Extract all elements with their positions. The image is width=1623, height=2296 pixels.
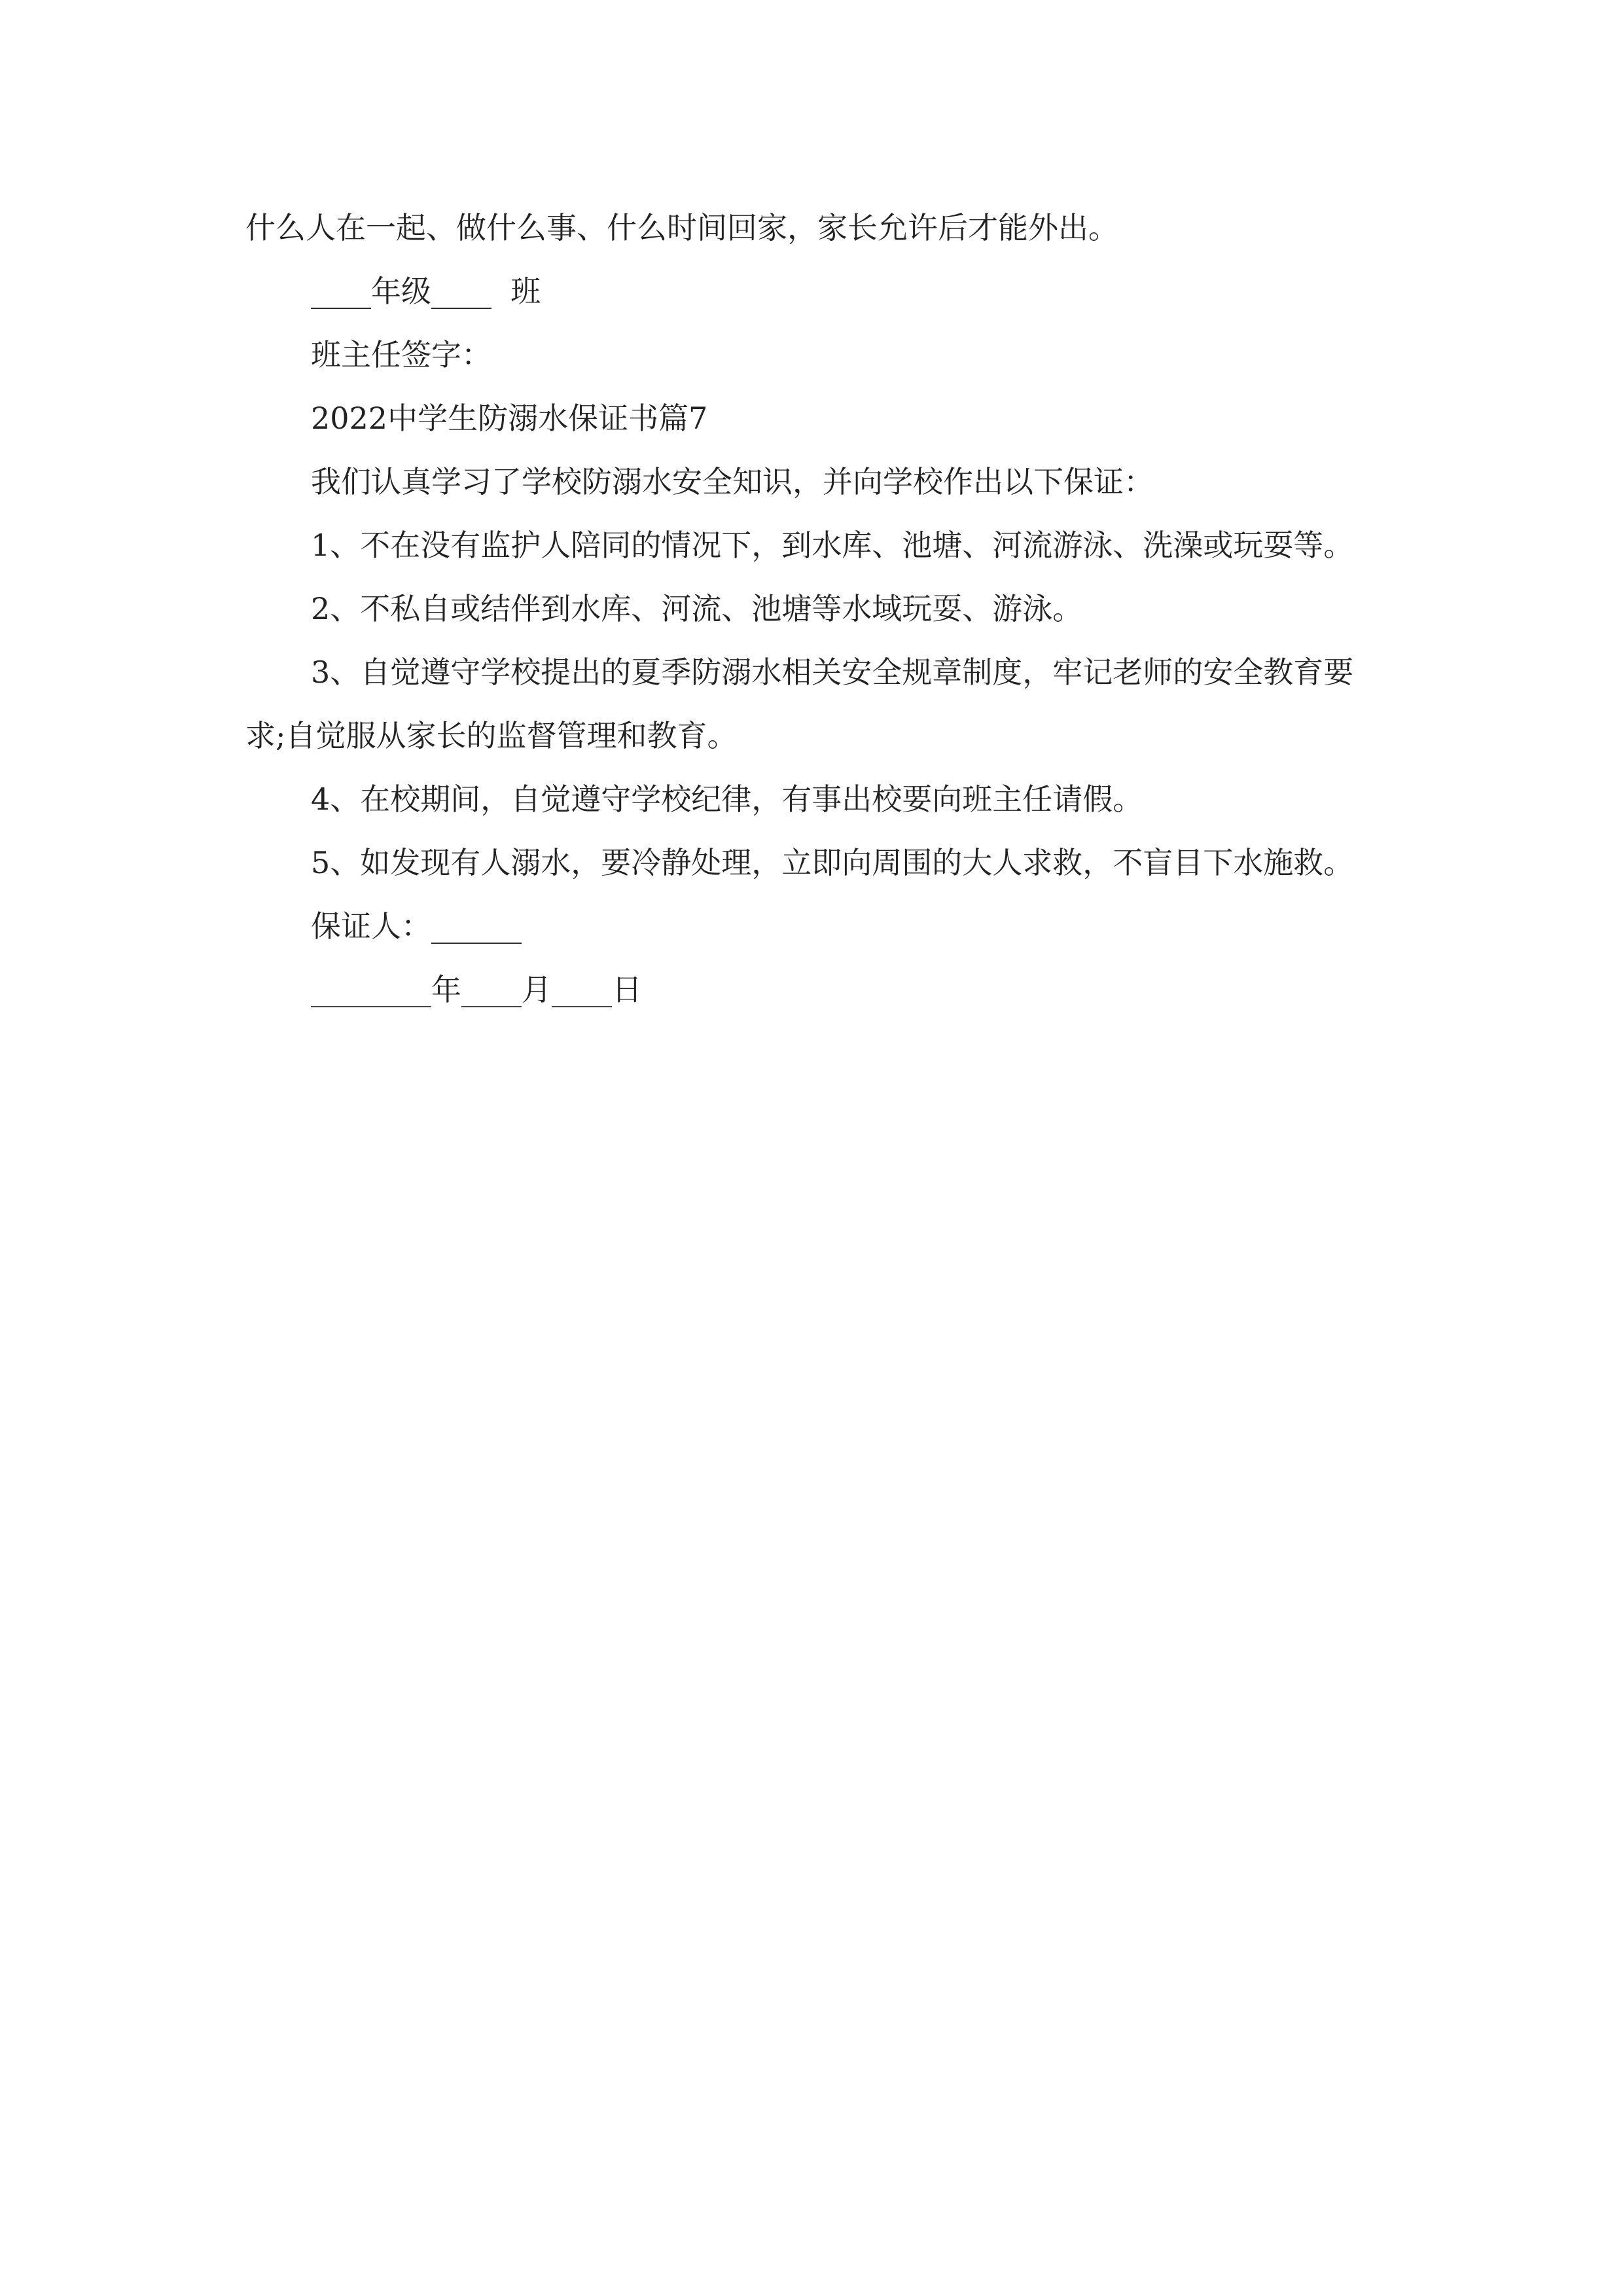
pledge-item-2: 2、不私自或结伴到水库、河流、池塘等水域玩耍、游泳。 <box>311 591 1083 626</box>
date-line: ________年____月____日 <box>311 972 642 1007</box>
teacher-signature-line: 班主任签字： <box>311 337 491 372</box>
section-title: 2022中学生防溺水保证书篇7 <box>311 401 708 436</box>
pledge-item-5: 5、如发现有人溺水，要冷静处理，立即向周围的大人求救，不盲目下水施救。 <box>311 845 1354 880</box>
pledge-item-3: 3、自觉遵守学校提出的夏季防溺水相关安全规章制度，牢记老师的安全教育要求;自觉服从家长的监督管理和教育。 <box>245 655 1354 753</box>
continuation-paragraph: 什么人在一起、做什么事、什么时间回家，家长允许后才能外出。 <box>245 210 1118 245</box>
guarantor-line: 保证人：______ <box>311 908 522 944</box>
pledge-item-4: 4、在校期间，自觉遵守学校纪律，有事出校要向班主任请假。 <box>311 781 1143 817</box>
document-body <box>245 196 1381 1022</box>
intro-paragraph: 我们认真学习了学校防溺水安全知识，并向学校作出以下保证： <box>311 464 1154 499</box>
pledge-item-1: 1、不在没有监护人陪同的情况下，到水库、池塘、河流游泳、洗澡或玩耍等。 <box>311 528 1354 563</box>
grade-class-line: ____年级____ 班 <box>311 274 541 309</box>
